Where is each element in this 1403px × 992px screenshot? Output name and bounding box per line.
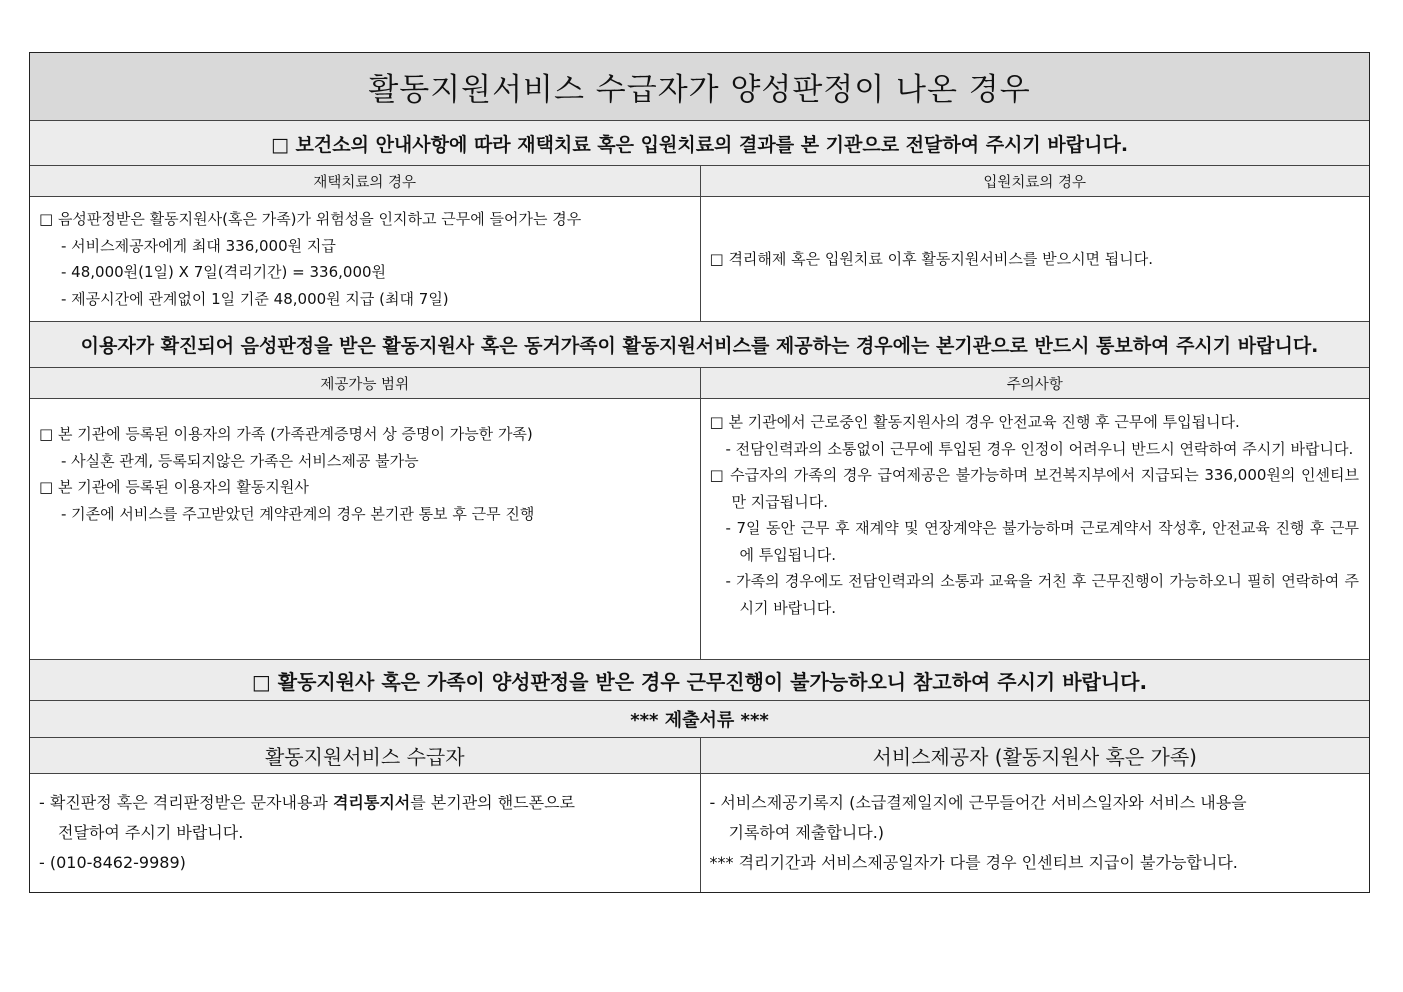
section1-header-row <box>30 165 1369 196</box>
precaution-item: □ 본 기관에서 근로중인 활동지원사의 경우 안전교육 진행 후 근무에 투입됩니다. <box>709 413 1240 431</box>
precautions-cell <box>700 399 1370 659</box>
notice-banner-1: □ 보건소의 안내사항에 따라 재택치료 혹은 입원치료의 결과를 본 기관으로 전달하여 주시기 바랍니다. <box>270 133 1129 156</box>
provider-doc-line: 기록하여 제출합니다.) <box>728 823 885 842</box>
banner-row <box>30 120 1369 165</box>
hospital-treatment-text: □ 격리해제 혹은 입원치료 이후 활동지원서비스를 받으시면 됩니다. <box>709 249 1154 268</box>
incentive-warning: *** 격리기간과 서비스제공일자가 다를 경우 인센티브 지급이 불가능합니다. <box>709 853 1238 872</box>
scope-line: - 사실혼 관계, 등록되지않은 가족은 서비스제공 불가능 <box>61 451 419 470</box>
phone-number: - (010-8462-9989) <box>39 853 186 872</box>
recipient-doc-line: 전달하여 주시기 바랍니다. <box>58 823 244 842</box>
home-treatment-cell <box>30 197 700 321</box>
docs-title: *** 제출서류 *** <box>630 710 769 731</box>
notice-banner-2: 이용자가 확진되어 음성판정을 받은 활동지원사 혹은 동거가족이 활동지원서비스를 제공하는 경우에는 본기관으로 반드시 통보하여 주시기 바랍니다. <box>80 335 1319 357</box>
home-treatment-line: - 제공시간에 관계없이 1일 기준 48,000원 지급 (최대 7일) <box>61 289 449 308</box>
home-treatment-line: - 서비스제공자에게 최대 336,000원 지급 <box>61 236 336 255</box>
header-precautions: 주의사항 <box>700 368 1370 398</box>
provider-doc-line: - 서비스제공기록지 (소급결제일지에 근무들어간 서비스일자와 서비스 내용을 <box>709 793 1247 812</box>
scope-line: □ 본 기관에 등록된 이용자의 가족 (가족관계증명서 상 증명이 가능한 가족) <box>39 425 533 443</box>
notice-table <box>29 52 1370 893</box>
section3-body-row <box>30 773 1369 892</box>
header-provision-scope: 제공가능 범위 <box>320 376 410 393</box>
home-treatment-line: - 48,000원(1일) X 7일(격리기간) = 336,000원 <box>61 263 387 281</box>
precaution-text: - 전담인력과의 소통없이 근무에 투입된 경우 인정이 어려우니 반드시 연락하여 주시기 바랍니다. <box>725 439 1354 458</box>
recipient-doc-line <box>39 788 691 818</box>
docs-title-row <box>30 700 1369 737</box>
header-hospital-treatment: 입원치료의 경우 <box>700 166 1370 196</box>
precaution-item <box>710 568 1360 621</box>
home-treatment-line: □ 음성판정받은 활동지원사(혹은 가족)가 위험성을 인지하고 근무에 들어가는 경우 <box>39 210 582 228</box>
scope-line: □ 본 기관에 등록된 이용자의 활동지원사 <box>39 478 309 496</box>
precaution-text: - 가족의 경우에도 전담인력과의 소통과 교육을 거친 후 근무진행이 가능하오니 필히 연락하여 주시기 바랍니다. <box>725 572 1359 617</box>
recipient-docs-cell <box>30 774 700 892</box>
banner-row <box>30 321 1369 367</box>
provider-docs-cell <box>700 774 1370 892</box>
notice-banner-3: □ 활동지원사 혹은 가족이 양성판정을 받은 경우 근무진행이 불가능하오니 참고하여 주시기 바랍니다. <box>251 669 1148 694</box>
section3-header-row <box>30 737 1369 773</box>
page-title: 활동지원서비스 수급자가 양성판정이 나온 경우 <box>368 72 1031 108</box>
scope-line: - 기존에 서비스를 주고받았던 계약관계의 경우 본기관 통보 후 근무 진행 <box>61 504 535 523</box>
section1-body-row <box>30 196 1369 321</box>
title-row <box>30 53 1369 120</box>
precaution-text: - 7일 동안 근무 후 재계약 및 연장계약은 불가능하며 근로계약서 작성후, 안전교육 진행 후 근무에 투입됩니다. <box>725 519 1359 564</box>
hospital-treatment-cell <box>700 197 1370 321</box>
quarantine-notice-highlight: 격리통지서 <box>332 793 411 812</box>
banner-row <box>30 659 1369 700</box>
section2-body-row <box>30 398 1369 659</box>
precaution-item <box>710 436 1360 463</box>
recipient-doc-text: - 확진판정 혹은 격리판정받은 문자내용과 <box>39 793 333 812</box>
provision-scope-cell <box>30 399 700 659</box>
header-recipient: 활동지원서비스 수급자 <box>264 745 465 769</box>
precaution-item <box>710 515 1360 568</box>
recipient-doc-text: 를 본기관의 핸드폰으로 <box>410 793 575 812</box>
header-provider: 서비스제공자 (활동지원사 혹은 가족) <box>700 738 1370 773</box>
section2-header-row <box>30 367 1369 398</box>
header-home-treatment: 재택치료의 경우 <box>313 174 417 191</box>
precaution-item: □ 수급자의 가족의 경우 급여제공은 불가능하며 보건복지부에서 지급되는 336,000원의 인센티브만 지급됩니다. <box>709 466 1359 511</box>
